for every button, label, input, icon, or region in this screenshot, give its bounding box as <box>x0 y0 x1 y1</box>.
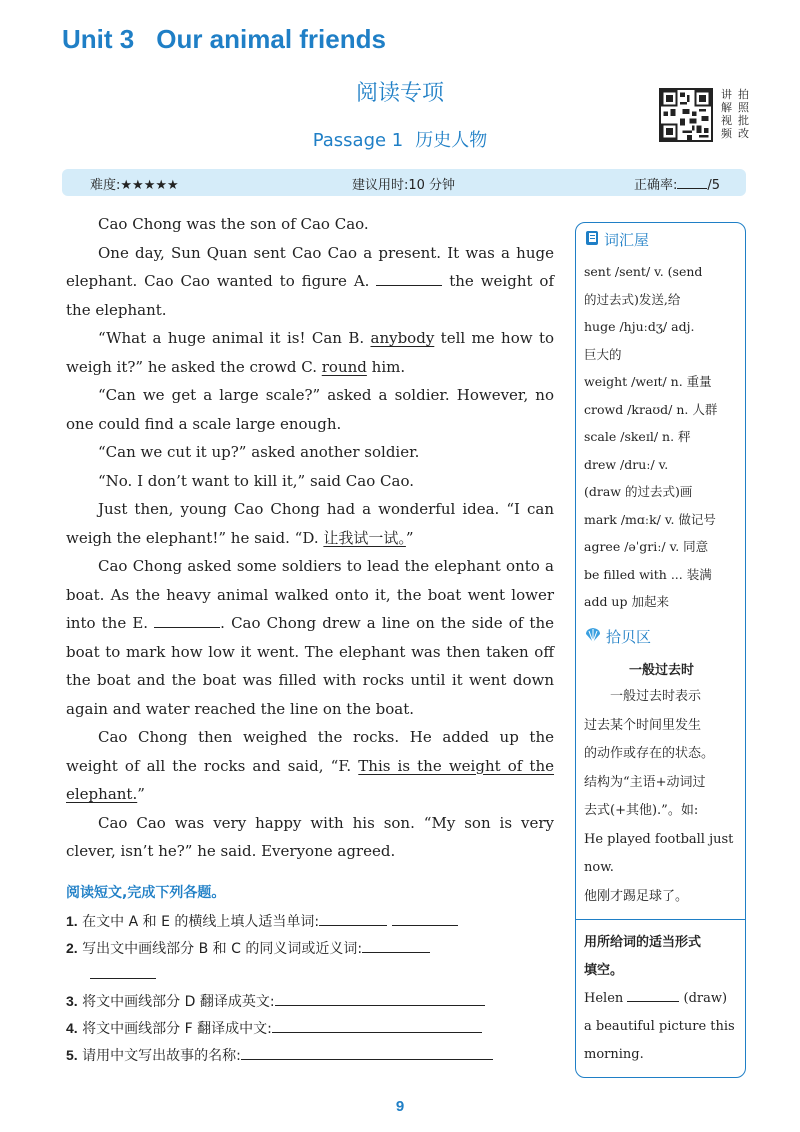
vocab-line: huge /hjuːdʒ/ adj. <box>584 319 695 334</box>
section-title: 阅读专项 <box>355 81 444 106</box>
questions-section <box>66 880 554 1069</box>
answer-line[interactable] <box>362 939 430 953</box>
story-paragraph: “Can we cut it up?” asked another soldier. <box>98 443 420 461</box>
practice-blank[interactable] <box>627 989 679 1002</box>
suggested-time: 建议用时:10 分钟 <box>352 178 456 193</box>
info-bar <box>62 169 746 196</box>
vocab-line: 巨大的 <box>584 346 622 362</box>
story-paragraph: “Can we get a large scale?” asked a soldier. However, no one could find a scale large enough. <box>66 386 554 433</box>
vocab-line: crowd /kraʊd/ n. 人群 <box>584 401 718 417</box>
answer-line[interactable] <box>241 1046 493 1060</box>
question-2: 2. 写出文中画线部分 B 和 C 的同义词或近义词: <box>66 935 554 962</box>
practice-line: Helen (draw) <box>584 991 728 1006</box>
underline-d: 让我试一试。 <box>323 528 406 547</box>
vocab-list <box>584 258 742 616</box>
accuracy-blank[interactable] <box>677 177 707 189</box>
question-3: 3. 将文中画线部分 D 翻译成英文: <box>66 988 554 1015</box>
blank-e[interactable] <box>154 614 220 628</box>
difficulty-rating: 难度:★★★★★ <box>90 178 179 193</box>
question-2-second-line <box>66 962 554 988</box>
sidebar-divider <box>576 919 745 920</box>
blank-a[interactable] <box>376 272 442 286</box>
vocab-line: drew /druː/ v. <box>584 456 669 472</box>
story-paragraph: Just then, young Cao Chong had a wonderful idea. “I can weigh the elephant!” he said. “D. 让我试一试。” <box>66 500 554 547</box>
grammar-title: 一般过去时 <box>628 663 694 678</box>
answer-line[interactable] <box>272 1019 482 1033</box>
practice-exercise: 用所给词的适当形式 填空。 Helen (draw) a beautiful picture this morning. <box>584 929 742 1069</box>
passage-label: Passage 1 <box>312 130 404 151</box>
answer-line[interactable] <box>90 965 156 979</box>
qr-caption: 讲 拍 解 照 视 批 频 改 <box>721 88 749 140</box>
qr-code-icon[interactable] <box>659 88 713 142</box>
underline-f: This is the weight of the elephant. <box>66 756 555 803</box>
vocab-line: agree /əˈgriː/ v. 同意 <box>584 539 709 554</box>
story-paragraph: “No. I don’t want to kill it,” said Cao Cao. <box>98 471 414 490</box>
question-5: 5. 请用中文写出故事的名称: <box>66 1042 554 1069</box>
page-number: 9 <box>395 1098 405 1115</box>
vocab-line: be filled with ... 装满 <box>584 566 712 582</box>
story-paragraph: Cao Chong was the son of Cao Cao. <box>98 215 369 233</box>
sidebar-panel <box>575 222 746 1078</box>
vocab-line: weight /weɪt/ n. 重量 <box>584 374 712 389</box>
vocab-line: add up 加起来 <box>584 594 669 609</box>
question-4: 4. 将文中画线部分 F 翻译成中文: <box>66 1015 554 1042</box>
vocab-line: 的过去式)发送,给 <box>584 291 681 307</box>
question-1: 1. 在文中 A 和 E 的横线上填人适当单词: <box>66 908 554 935</box>
unit-name: Our animal friends <box>156 24 386 54</box>
vocab-line: scale /skeɪl/ n. 秤 <box>584 429 691 444</box>
answer-line[interactable] <box>275 992 485 1006</box>
grammar-header: 拾贝区 <box>584 626 651 647</box>
vocab-header: 词汇屋 <box>584 229 649 250</box>
unit-number: Unit 3 <box>62 24 135 54</box>
shell-icon <box>584 627 602 647</box>
vocab-line: mark /mɑːk/ v. 做记号 <box>584 511 716 527</box>
story-passage <box>66 210 554 866</box>
underline-b: anybody <box>370 329 435 347</box>
story-paragraph: Cao Cao was very happy with his son. “My son is very clever, isn’t he?” he said. Everyone agreed. <box>66 813 554 860</box>
unit-title <box>62 24 386 55</box>
story-paragraph: “What a huge animal it is! Can B. anybody tell me how to weigh it?” he asked the crowd C. round him. <box>66 329 555 376</box>
questions-heading: 阅读短文,完成下列各题。 <box>66 885 226 901</box>
accuracy-field: 正确率: /5 <box>633 178 720 193</box>
story-paragraph: Cao Chong then weighed the rocks. He added up the weight of all the rocks and said, “F. This is the weight of the elephant.” <box>66 728 555 803</box>
underline-c: round <box>321 357 367 376</box>
vocab-line: (draw 的过去式)画 <box>584 484 693 499</box>
story-paragraph: One day, Sun Quan sent Cao Cao a present. It was a huge elephant. Cao Cao wanted to figure A. the weight of the elephant. <box>66 243 554 319</box>
answer-line[interactable] <box>319 912 387 926</box>
passage-topic: 历史人物 <box>415 130 488 151</box>
story-paragraph: Cao Chong asked some soldiers to lead the elephant onto a boat. As the heavy animal walked onto it, the boat went lower into the E. . Cao Chong drew a line on the side of the boat to mark how low it went. The elephant was then taken off the boat and the boat was filled with rocks until it went down again and water reached the line on the boat. <box>66 557 554 718</box>
vocab-line: sent /sent/ v. (send <box>584 264 703 279</box>
grammar-explanation: 一般过去时表示 过去某个时间里发生 的动作或存在的状态。 结构为“主语+动词过 去式(+其他).”。如: He played football just now. 他刚才踢足球了。 <box>584 689 734 904</box>
answer-line[interactable] <box>392 912 458 926</box>
book-icon <box>584 230 600 250</box>
